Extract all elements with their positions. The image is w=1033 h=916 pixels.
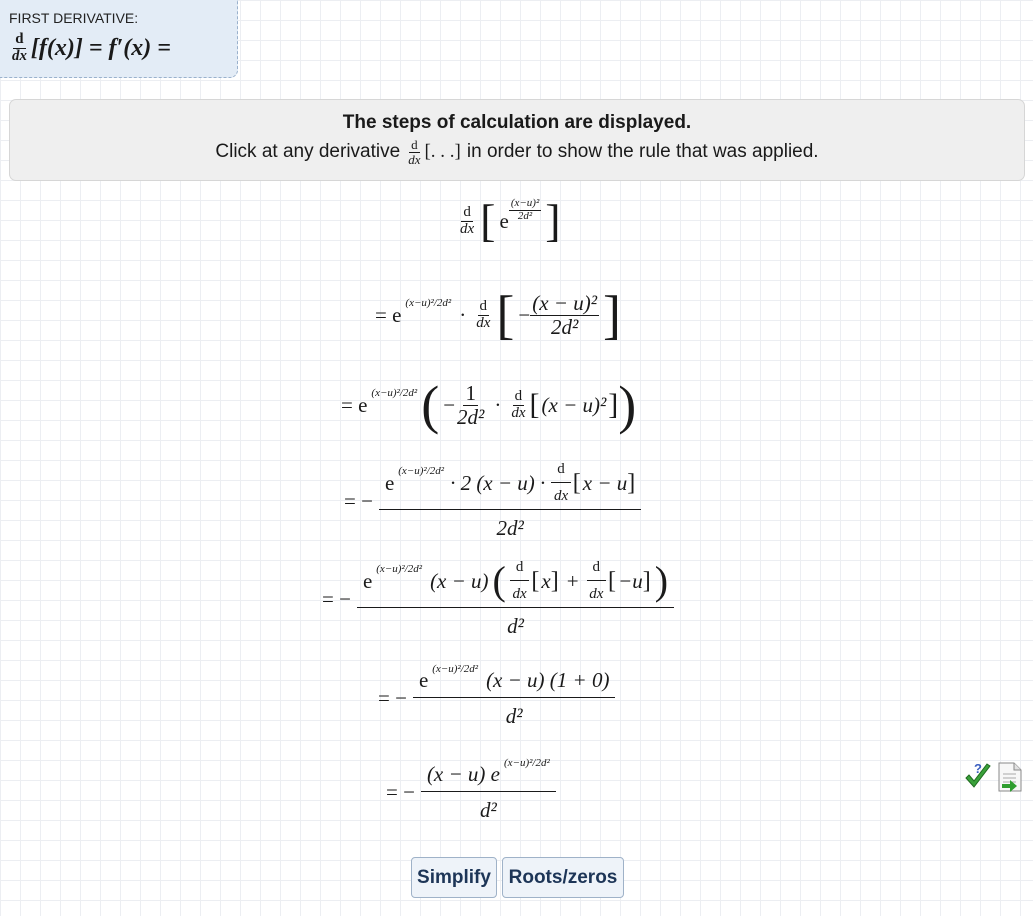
info-hint-after: in order to show the rule that was applied. [466,141,819,163]
step4-inner2: −u [618,568,643,593]
step0-ddx[interactable]: $\frac{d}{dx}$ [460,203,475,237]
step4-inner1: x [541,568,551,593]
step6-numerator: (x − u) e [426,762,500,786]
step0-bracket-right: ] [545,195,561,246]
step3-numerator: · 2 (x − u) · [450,470,546,495]
info-hint [10,138,1024,166]
step1-bracket-left: [ [496,285,515,345]
header-expression [10,32,171,64]
info-bracket: [. . .] [424,141,461,163]
step-0[interactable] [458,195,561,246]
step4-eq: = − [322,586,351,611]
step2-paren-left: ( [421,375,440,435]
step-5 [378,662,615,729]
step4-denominator: d² [507,613,524,638]
step-2 [341,375,637,435]
step0-exponent: $\frac{\text{(x−u)²}}{\text{2d²}}$ [510,196,540,222]
step4-paren-right: ) [654,558,669,604]
step-4 [322,560,674,639]
step2-paren-right: ) [618,375,637,435]
step2-dot: · [494,392,502,417]
step2-coef: $\frac{1}{\text{2d²}}$ [457,381,485,429]
derivative-header [0,0,238,78]
step5-denominator: d² [505,704,523,728]
step5-exponent: (x−u)²/2d² [432,662,479,675]
step2-eq: = e [341,392,368,417]
step5-eq: = − [378,686,407,710]
step3-fraction [379,462,641,541]
roots-zeros-button[interactable]: Roots/zeros [502,857,624,898]
step5-fraction [413,662,616,729]
svg-text:?: ? [974,761,982,776]
step5-numerator: (x − u) (1 + 0) [486,668,610,692]
step1-eq: = e [375,302,402,327]
step-6 [386,756,556,823]
step1-bracket-right: ] [603,285,621,345]
step6-exponent: (x−u)²/2d² [504,756,550,769]
info-title: The steps of calculation are displayed. [342,112,692,133]
step3-denominator: 2d² [496,515,524,540]
step2-exponent: (x−u)²/2d² [371,387,418,399]
step0-base: e [499,208,509,233]
step4-br2-l: [ [608,567,617,594]
step0-bracket-left: [ [480,195,496,246]
step4-ddx-1[interactable]: $\frac{d}{dx}$ [510,560,530,603]
step3-inner: x − u [582,470,628,495]
export-icons[interactable] [964,760,1024,794]
step4-exponent: (x−u)²/2d² [376,563,423,576]
info-panel [9,99,1025,181]
step3-exponent: (x−u)²/2d² [398,465,445,478]
step4-br1-r: ] [550,567,559,594]
step4-numerator: (x − u) [430,568,489,593]
header-title: FIRST DERIVATIVE: [9,10,139,26]
step-1 [375,285,621,345]
step4-br2-r: ] [642,567,651,594]
step1-minus: − [518,302,531,327]
step6-eq: = − [386,780,415,804]
step4-e: e [362,568,373,593]
step4-fraction [357,560,674,639]
step6-denominator: d² [479,798,497,822]
header-ddx: $\frac{d}{dx}$ [12,31,27,64]
step4-paren-left: ( [492,558,506,604]
step1-ddx[interactable]: $\frac{d}{dx}$ [476,297,491,331]
step3-ddx[interactable]: $\frac{d}{dx}$ [551,462,571,505]
step-3 [344,462,641,541]
document-icon[interactable] [996,762,1024,792]
step6-fraction [421,756,556,823]
step5-e: e [418,668,429,692]
step3-e: e [384,470,395,495]
step2-bracket-left: [ [529,388,540,421]
step1-inner-frac: $\frac{\text{(x − u)²}}{\text{2d²}}$ [532,291,597,339]
simplify-button[interactable]: Simplify [411,857,497,898]
step3-eq: = − [344,488,373,513]
step1-dot: · [459,302,467,327]
step2-inner: (x − u)² [541,392,607,417]
step2-ddx[interactable]: $\frac{d}{dx}$ [511,387,526,421]
step2-minus: − [443,392,456,417]
step4-plus: + [566,568,579,593]
step2-bracket-right: ] [608,388,619,421]
step3-bracket-left: [ [572,469,581,496]
info-ddx: $\frac{d}{dx}$ [408,137,421,167]
info-hint-before: Click at any derivative [215,141,401,163]
step4-br1-l: [ [531,567,540,594]
step4-ddx-2[interactable]: $\frac{d}{dx}$ [587,560,607,603]
step3-bracket-right: ] [627,469,636,496]
step1-exponent: (x−u)²/2d² [405,297,452,309]
header-expr-text: [f(x)] = f′(x) = [30,34,171,61]
